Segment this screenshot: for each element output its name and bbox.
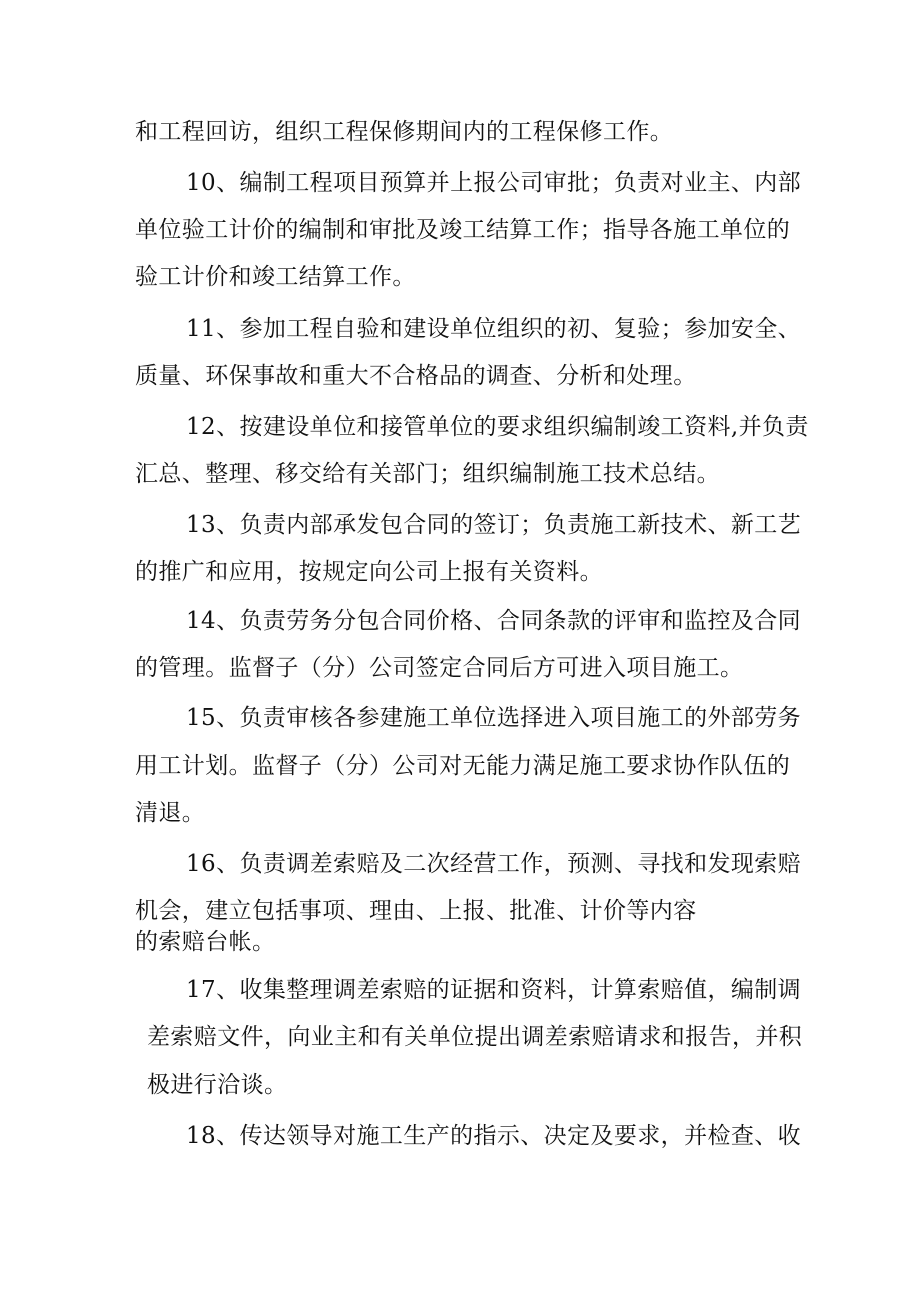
text-line: 15、负责审核各参建施工单位选择进入项目施工的外部劳务 bbox=[186, 705, 802, 731]
text-line: 的管理。监督子（分）公司签定合同后方可进入项目施工。 bbox=[135, 655, 744, 681]
text-line: 的推广和应用，按规定向公司上报有关资料。 bbox=[135, 559, 603, 585]
text-line: 16、负责调差索赔及二次经营工作，预测、寻找和发现索赔 bbox=[186, 851, 802, 877]
text-line: 质量、环保事故和重大不合格品的调查、分析和处理。 bbox=[135, 363, 697, 389]
text-line: 17、收集整理调差索赔的证据和资料，计算索赔值，编制调 bbox=[186, 977, 802, 1003]
text-line: 单位验工计价的编制和审批及竣工结算工作；指导各施工单位的 bbox=[135, 217, 791, 243]
text-line: 差索赔文件，向业主和有关单位提出调差索赔请求和报告，并积 bbox=[147, 1024, 803, 1050]
text-line: 和工程回访，组织工程保修期间内的工程保修工作。 bbox=[135, 119, 674, 145]
text-line: 用工计划。监督子（分）公司对无能力满足施工要求协作队伍的 bbox=[135, 753, 791, 779]
text-line: 验工计价和竣工结算工作。 bbox=[135, 264, 416, 290]
text-line: 18、传达领导对施工生产的指示、决定及要求，并检查、收 bbox=[186, 1123, 802, 1149]
text-line: 10、编制工程项目预算并上报公司审批；负责对业主、内部 bbox=[186, 170, 802, 196]
text-line: 12、按建设单位和接管单位的要求组织编制竣工资料,并负责 bbox=[186, 414, 809, 440]
text-line: 极进行洽谈。 bbox=[147, 1072, 288, 1098]
text-line: 11、参加工程自验和建设单位组织的初、复验；参加安全、 bbox=[186, 316, 802, 342]
text-line: 的索赔台帐。 bbox=[135, 929, 276, 955]
text-line: 汇总、整理、移交给有关部门；组织编制施工技术总结。 bbox=[135, 461, 720, 487]
text-line: 13、负责内部承发包合同的签订；负责施工新技术、新工艺 bbox=[186, 512, 802, 538]
text-line: 机会，建立包括事项、理由、上报、批准、计价等内容 bbox=[135, 898, 697, 924]
text-line: 14、负责劳务分包合同价格、合同条款的评审和监控及合同 bbox=[186, 608, 802, 634]
text-line: 清退。 bbox=[135, 800, 206, 826]
